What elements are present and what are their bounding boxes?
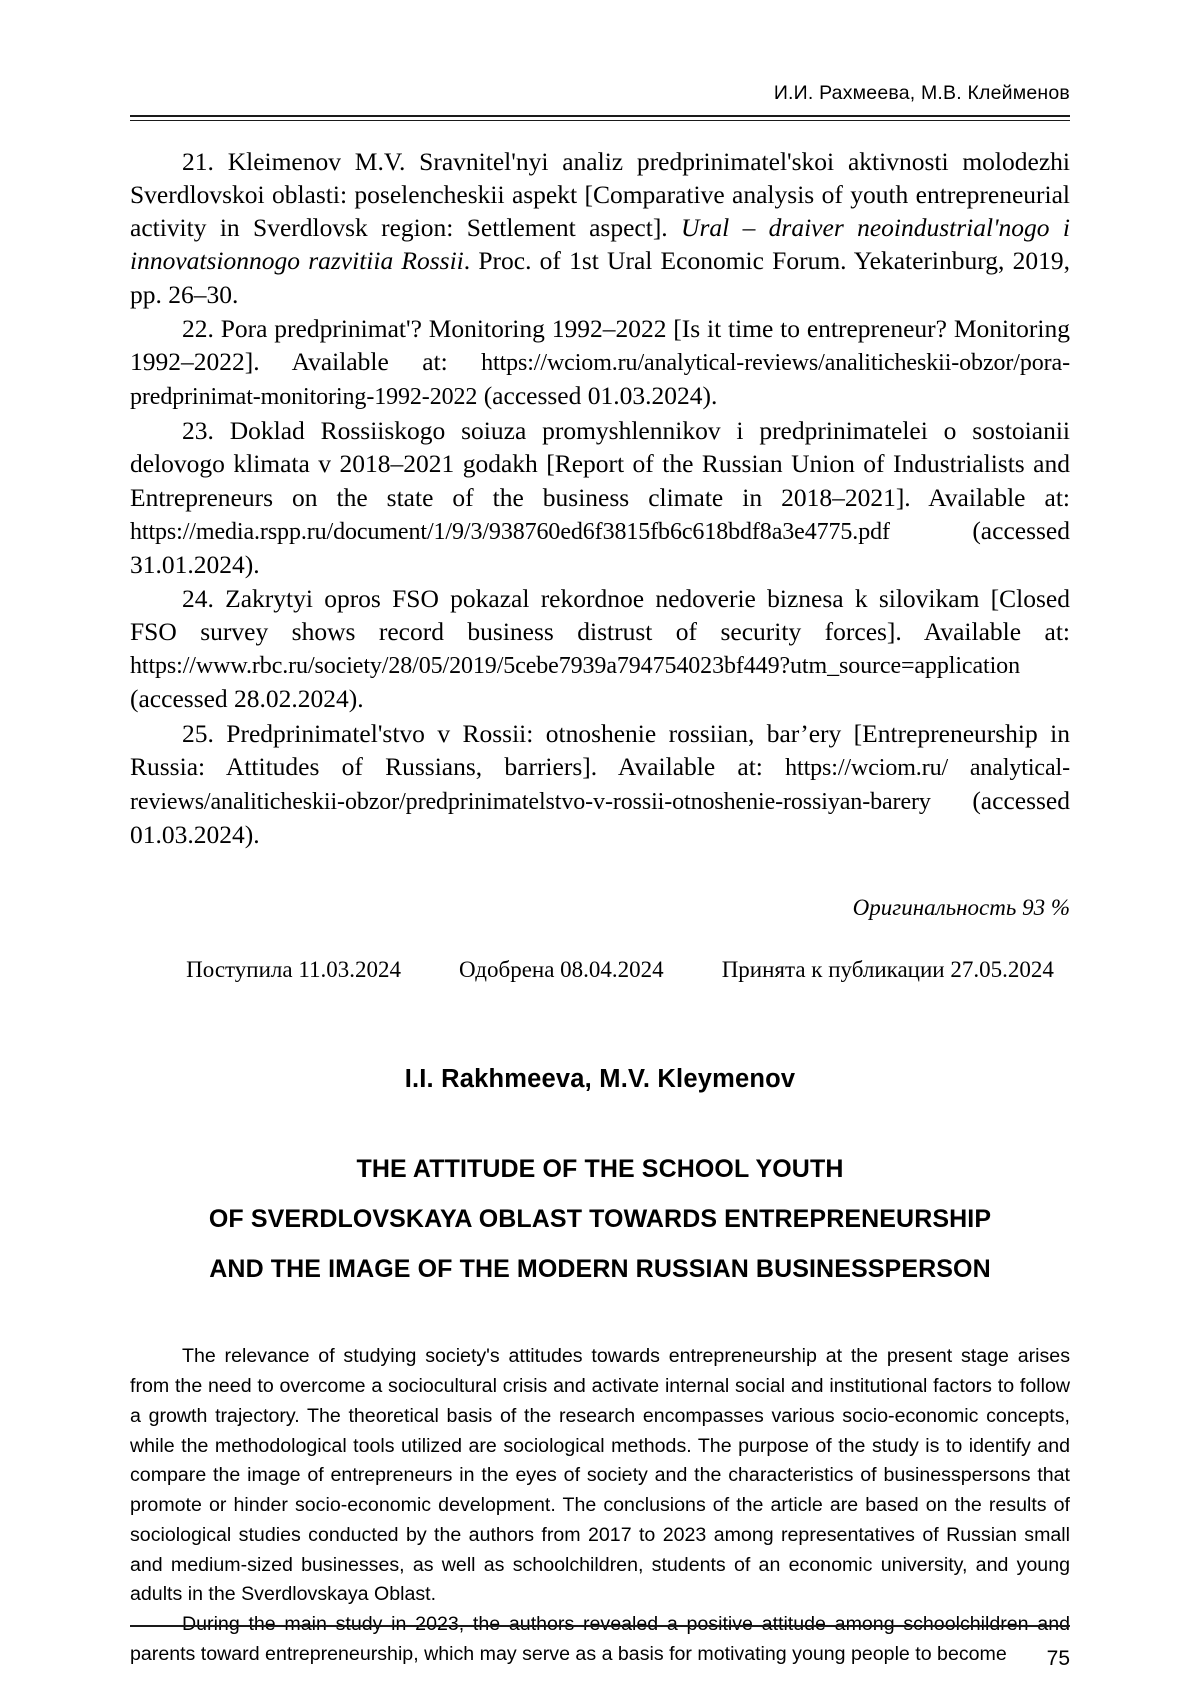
date-approved: Одобрена 08.04.2024 [459, 957, 664, 983]
reference-item-21: 21. Kleimenov M.V. Sravnitel'nyi analiz predprinimatel'skoi aktivnosti molodezhi Sverdlovskoi oblasti: poselencheskii aspekt [Comparative analysis of youth entrepreneurial activity in Sverdlovsk region: Settlement aspect]. Ural – draiver neoindustrial'nogo i innovatsionnogo razvitiia Rossii. Proc. of 1st Ural Economic Forum. Yekaterinburg, 2019, pp. 26–30. [130, 147, 1070, 309]
title-line-3: AND THE IMAGE OF THE MODERN RUSSIAN BUSINESSPERSON [209, 1255, 991, 1284]
running-head: И.И. Рахмеева, М.В. Клейменов [773, 82, 1070, 104]
reference-item-24: 24. Zakrytyi opros FSO pokazal rekordnoe nedoverie biznesa k silovikam [Closed FSO survey shows record business distrust of security forces]. Available at: https://www.rbc.ru/society/28/05/2019/5cebe7939a794754023bf449?utm_source=application (accessed 28.02.2024). [130, 583, 1070, 714]
title-line-1: THE ATTITUDE OF THE SCHOOL YOUTH [356, 1155, 844, 1184]
page-number: 75 [1046, 1647, 1070, 1670]
date-accepted: Принята к публикации 27.05.2024 [721, 957, 1054, 983]
abstract-paragraph-2: During the main study in 2023, the authors revealed a positive attitude among schoolchildren and parents toward entrepreneurship, which may serve as a basis for motivating young people to become [130, 1613, 1070, 1666]
footer-divider [130, 1625, 1070, 1627]
abstract-paragraph-1: The relevance of studying society's attitudes towards entrepreneurship at the present stage arises from the need to overcome a sociocultural crisis and activate internal social and institutional factors to follow a growth trajectory. The theoretical basis of the research encompasses various socio-economic concepts, while the methodological tools utilized are sociological methods. The purpose of the study is to identify and compare the image of entrepreneurs in the eyes of society and the characteristics of businesspersons that promote or hinder socio-economic development. The conclusions of the article are based on the results of sociological studies conducted by the authors from 2017 to 2023 among representatives of Russian small and medium-sized businesses, as well as schoolchildren, students of an economic university, and young adults in the Sverdlovskaya Oblast. [130, 1345, 1070, 1606]
header-divider [130, 115, 1070, 121]
abstract-english [130, 1342, 1070, 1670]
references-list [130, 145, 1070, 851]
reference-item-23: 23. Doklad Rossiiskogo soiuza promyshlennikov i predprinimatelei o sostoianii delovogo klimata v 2018–2021 godakh [Report of the Russian Union of Industrialists and Entrepreneurs on the state of the business climate in 2018–2021]. Available at: https://media.rspp.ru/document/1/9/3/938760ed6f3815fb6c618bdf8a3e4775.pdf (accessed 31.01.2024). [130, 416, 1070, 579]
reference-item-25: 25. Predprinimatel'stvo v Rossii: otnoshenie rossiian, bar’ery [Entrepreneurship in Russia: Attitudes of Russians, barriers]. Available at: https://wciom.ru/ analytical-reviews/analiticheskii-obzor/predprinimatelstvo-v-rossii-otnoshenie-rossiyan-barery (accessed 01.03.2024). [130, 718, 1070, 850]
article-title-english [130, 1144, 1070, 1294]
submission-dates [130, 957, 1070, 983]
title-line-2: OF SVERDLOVSKAYA OBLAST TOWARDS ENTREPRENEURSHIP [208, 1205, 992, 1234]
originality-note: Оригинальность 93 % [852, 895, 1070, 921]
reference-item-22: 22. Pora predprinimat'? Monitoring 1992–2022 [Is it time to entrepreneur? Monitoring 1992–2022]. Available at: https://wciom.ru/analytical-reviews/analiticheskii-obzor/pora-predprinimat-monitoring-1992-2022 (accessed 01.03.2024). [130, 313, 1070, 411]
date-received: Поступила 11.03.2024 [186, 957, 401, 983]
authors-english: I.I. Rakhmeeva, M.V. Kleymenov [404, 1065, 796, 1094]
